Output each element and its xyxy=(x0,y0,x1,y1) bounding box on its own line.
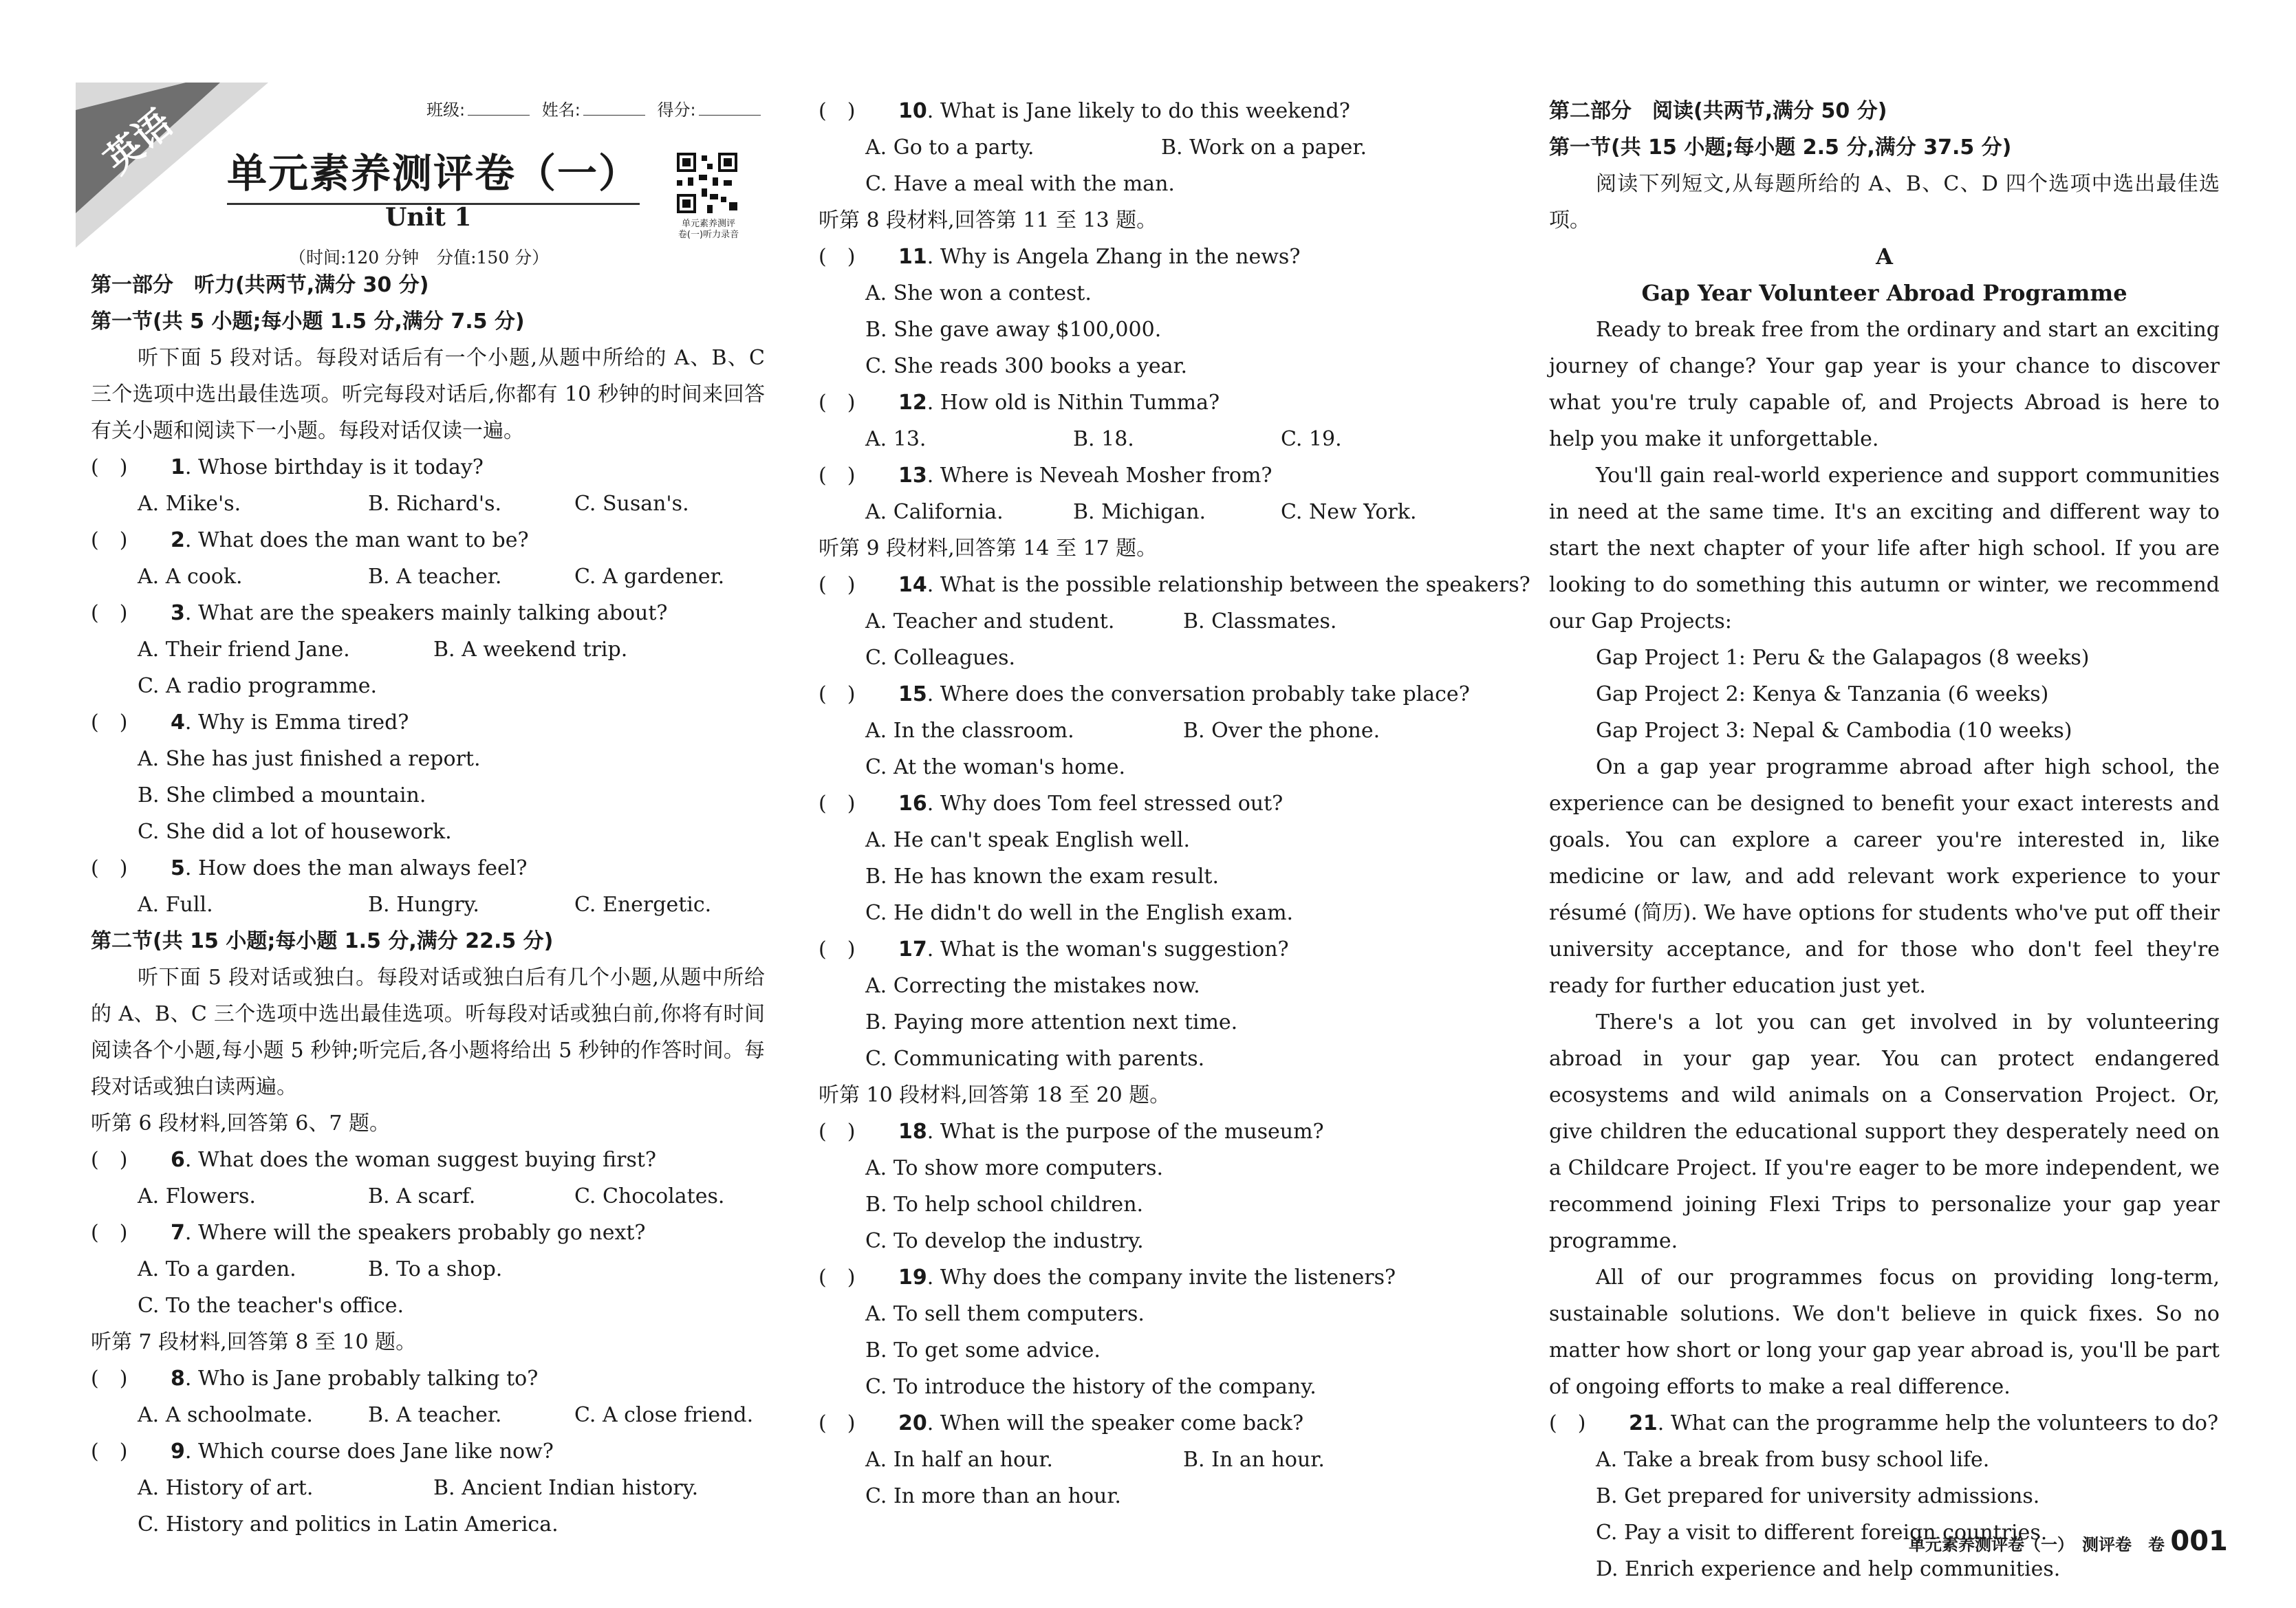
question-14 xyxy=(819,567,1530,603)
question-11 xyxy=(819,239,1479,275)
option-c: C. A radio programme. xyxy=(138,674,378,698)
option-a: A. A cook. xyxy=(138,565,243,589)
passage-title: Gap Year Volunteer Abroad Programme xyxy=(1641,280,2127,306)
question-12 xyxy=(819,384,1479,421)
qr-caption-line-1: 单元素养测评 xyxy=(681,219,735,229)
option-b: B. She climbed a mountain. xyxy=(138,783,426,807)
question-number: 17 xyxy=(898,937,927,961)
unit-label: Unit 1 xyxy=(385,203,472,232)
option-a: A. To sell them computers. xyxy=(865,1302,1145,1326)
option-b: B. 18. xyxy=(1073,427,1134,451)
option-a: A. In half an hour. xyxy=(865,1448,1053,1472)
option-a: A. A schoolmate. xyxy=(138,1403,313,1427)
option-a: A. 13. xyxy=(865,427,927,451)
qr-caption xyxy=(664,219,753,241)
question-4 xyxy=(91,704,765,741)
material-6-label: 听第 6 段材料,回答第 6、7 题。 xyxy=(91,1111,390,1136)
option-b: B. A scarf. xyxy=(368,1184,476,1208)
answer-bracket[interactable]: ( ) xyxy=(819,245,856,269)
time-info: （时间:120 分钟 分值:150 分） xyxy=(289,248,550,268)
question-text: . When will the speaker come back? xyxy=(927,1411,1304,1435)
answer-bracket[interactable]: ( ) xyxy=(819,573,856,597)
question-15 xyxy=(819,676,1479,713)
question-number: 4 xyxy=(171,710,185,735)
option-a: A. Full. xyxy=(138,893,213,917)
page-footer xyxy=(1909,1525,2228,1557)
passage-paragraph-5: All of our programmes focus on providing long-term, sustainable solutions. We don't believe in quick fixes. So no matter how short or long your gap year abroad is, you'll be part of ongoing efforts to make a real difference. xyxy=(1549,1265,2220,1399)
question-6 xyxy=(91,1142,765,1178)
option-b: B. A weekend trip. xyxy=(433,638,628,662)
question-text: . Who is Jane probably talking to? xyxy=(184,1367,539,1391)
section2-heading: 第二节(共 15 小题;每小题 1.5 分,满分 22.5 分) xyxy=(91,929,554,953)
option-c: C. A close friend. xyxy=(574,1403,754,1427)
option-c: C. Chocolates. xyxy=(574,1184,725,1208)
gap-project-3: Gap Project 3: Nepal & Cambodia (10 weeks) xyxy=(1596,719,2072,743)
question-text: . Why is Angela Zhang in the news? xyxy=(927,245,1301,269)
part2-heading: 第二部分 阅读(共两节,满分 50 分) xyxy=(1549,99,1887,123)
option-a: A. To a garden. xyxy=(138,1257,296,1281)
answer-bracket[interactable]: ( ) xyxy=(91,710,128,735)
passage-letter: A xyxy=(1876,243,1893,270)
passage-paragraph-2: You'll gain real-world experience and support communities in need at the same time. It's an exciting and different way to start the next chapter of your life after high school. If you are looking to do something this autumn or winter, we recommend our Gap Projects: xyxy=(1549,464,2220,633)
option-b: B. Over the phone. xyxy=(1183,719,1380,743)
question-text: . What is Jane likely to do this weekend? xyxy=(927,99,1350,123)
question-20 xyxy=(819,1405,1479,1442)
answer-bracket[interactable]: ( ) xyxy=(91,601,128,625)
option-b: B. Ancient Indian history. xyxy=(433,1476,699,1500)
question-19 xyxy=(819,1259,1479,1296)
question-text: . What does the woman suggest buying first? xyxy=(184,1148,657,1172)
question-9 xyxy=(91,1433,765,1470)
option-a: A. He can't speak English well. xyxy=(865,828,1191,852)
option-c: C. Have a meal with the man. xyxy=(865,172,1175,196)
option-b: B. To a shop. xyxy=(368,1257,503,1281)
column-1 xyxy=(91,267,765,1543)
option-a: A. She won a contest. xyxy=(865,281,1092,305)
option-c: C. History and politics in Latin America. xyxy=(138,1512,559,1536)
gap-project-1: Gap Project 1: Peru & the Galapagos (8 weeks) xyxy=(1596,646,2090,670)
option-a: A. Flowers. xyxy=(138,1184,256,1208)
option-a: A. Take a break from busy school life. xyxy=(1596,1448,1990,1472)
question-number: 1 xyxy=(171,455,185,479)
question-number: 3 xyxy=(171,601,185,625)
question-text: . Where does the conversation probably take place? xyxy=(927,682,1470,706)
question-number: 14 xyxy=(898,573,927,597)
class-field[interactable] xyxy=(468,115,530,116)
option-a: A. To show more computers. xyxy=(865,1156,1164,1180)
section1-instructions: 听下面 5 段对话。每段对话后有一个小题,从题中所给的 A、B、C 三个选项中选出最佳选项。听完每段对话后,你都有 10 秒钟的时间来回答有关小题和阅读下一小题。每段对话仅读一遍。 xyxy=(91,346,765,443)
page-number: 001 xyxy=(2170,1525,2228,1557)
question-text: . What is the purpose of the museum? xyxy=(927,1120,1324,1144)
answer-bracket[interactable]: ( ) xyxy=(819,464,856,488)
question-21 xyxy=(1549,1405,2220,1442)
question-number: 13 xyxy=(898,464,927,488)
answer-bracket[interactable]: ( ) xyxy=(91,455,128,479)
option-a: A. Mike's. xyxy=(138,492,241,516)
option-c: C. Energetic. xyxy=(574,893,712,917)
answer-bracket[interactable]: ( ) xyxy=(819,99,856,123)
score-field[interactable] xyxy=(699,115,761,116)
question-number: 11 xyxy=(898,245,927,269)
question-number: 8 xyxy=(171,1367,185,1391)
option-b: B. Get prepared for university admissions. xyxy=(1596,1484,2040,1508)
question-number: 10 xyxy=(898,99,927,123)
option-b: B. A teacher. xyxy=(368,1403,502,1427)
question-8 xyxy=(91,1360,765,1397)
question-2 xyxy=(91,522,765,558)
question-number: 15 xyxy=(898,682,927,706)
passage-paragraph-4: There's a lot you can get involved in by volunteering abroad in your gap year. You can protect endangered ecosystems and wild animals on a Conservation Project. Or, give children the educational support they desperately need on a Childcare Project. If you're eager to be more independent, we recommend joining Flexi Trips to personalize your gap year programme. xyxy=(1549,1010,2220,1253)
answer-bracket[interactable]: ( ) xyxy=(819,937,856,961)
option-b: B. Michigan. xyxy=(1073,500,1206,524)
passage-paragraph-3: On a gap year programme abroad after high school, the experience can be designed to benefit your exact interests and goals. You can explore a career you're interested in, like medicine or law, and add relevant work experience to your résumé (简历). We have options for students who've put off their university acceptance, and for those who don't feel they're ready for further education just yet. xyxy=(1549,755,2220,998)
option-a: A. History of art. xyxy=(138,1476,314,1500)
option-a: A. In the classroom. xyxy=(865,719,1074,743)
option-a: A. Correcting the mistakes now. xyxy=(865,974,1200,998)
question-16 xyxy=(819,785,1479,822)
material-10-label: 听第 10 段材料,回答第 18 至 20 题。 xyxy=(819,1083,1171,1107)
answer-bracket[interactable]: ( ) xyxy=(819,792,856,816)
question-number: 19 xyxy=(898,1265,927,1290)
option-c: C. A gardener. xyxy=(574,565,725,589)
question-5 xyxy=(91,850,765,887)
question-13 xyxy=(819,457,1479,494)
footer-label: 单元素养测评卷（一） 测评卷 卷 xyxy=(1909,1535,2165,1554)
answer-bracket[interactable]: ( ) xyxy=(819,682,856,706)
question-text: . What are the speakers mainly talking about? xyxy=(184,601,668,625)
score-field-label: 得分: xyxy=(657,100,696,120)
passage-paragraph-1: Ready to break free from the ordinary and start an exciting journey of change? Your gap year is your chance to discover what you're truly capable of, and Projects Abroad is here to help you make it unforgettable. xyxy=(1549,318,2220,451)
question-number: 2 xyxy=(171,528,185,552)
option-c: C. New York. xyxy=(1281,500,1417,524)
gap-project-2: Gap Project 2: Kenya & Tanzania (6 weeks) xyxy=(1596,682,2049,706)
question-text: . How does the man always feel? xyxy=(184,856,528,880)
material-7-label: 听第 7 段材料,回答第 8 至 10 题。 xyxy=(91,1330,417,1354)
answer-bracket[interactable]: ( ) xyxy=(91,1148,128,1172)
question-text: . What is the woman's suggestion? xyxy=(927,937,1289,961)
question-17 xyxy=(819,931,1479,968)
question-text: . What does the man want to be? xyxy=(184,528,529,552)
option-c: C. Communicating with parents. xyxy=(865,1047,1205,1071)
answer-bracket[interactable]: ( ) xyxy=(91,1439,128,1464)
name-field-label: 姓名: xyxy=(541,100,581,120)
question-text: . What can the programme help the volunteers to do? xyxy=(1657,1411,2219,1435)
option-b: B. He has known the exam result. xyxy=(865,865,1220,889)
question-number: 5 xyxy=(171,856,185,880)
question-number: 16 xyxy=(898,792,927,816)
question-number: 6 xyxy=(171,1148,185,1172)
option-c: C. She reads 300 books a year. xyxy=(865,354,1188,378)
column-2 xyxy=(819,93,1530,1514)
question-text: . Why is Emma tired? xyxy=(184,710,409,735)
option-c: C. Susan's. xyxy=(574,492,689,516)
answer-bracket[interactable]: ( ) xyxy=(819,1120,856,1144)
option-b: B. Richard's. xyxy=(368,492,502,516)
option-c: C. At the woman's home. xyxy=(865,755,1126,779)
question-1 xyxy=(91,449,765,486)
reading-instructions: 阅读下列短文,从每题所给的 A、B、C、D 四个选项中选出最佳选项。 xyxy=(1549,172,2220,232)
question-text: . How old is Nithin Tumma? xyxy=(927,391,1220,415)
option-a: A. Their friend Jane. xyxy=(138,638,350,662)
section1-heading: 第一节(共 5 小题;每小题 1.5 分,满分 7.5 分) xyxy=(91,309,525,334)
answer-bracket[interactable]: ( ) xyxy=(91,528,128,552)
option-c: C. To introduce the history of the company. xyxy=(865,1375,1317,1399)
option-b: B. Work on a paper. xyxy=(1161,135,1367,160)
question-number: 21 xyxy=(1629,1411,1658,1435)
option-c: C. She did a lot of housework. xyxy=(138,820,452,844)
question-text: . Why does Tom feel stressed out? xyxy=(927,792,1284,816)
option-c: C. To the teacher's office. xyxy=(138,1294,404,1318)
qr-caption-line-2: 卷(一)听力录音 xyxy=(678,230,739,240)
question-number: 7 xyxy=(171,1221,185,1245)
name-field[interactable] xyxy=(583,115,645,116)
qr-code-icon[interactable] xyxy=(674,150,740,216)
question-text: . Why does the company invite the listeners? xyxy=(927,1265,1396,1290)
option-b: B. She gave away $100,000. xyxy=(865,318,1162,342)
question-18 xyxy=(819,1113,1479,1150)
option-c: C. Pay a visit to different foreign countries. xyxy=(1596,1521,2048,1545)
question-number: 18 xyxy=(898,1120,927,1144)
option-b: B. In an hour. xyxy=(1183,1448,1325,1472)
question-text: . Whose birthday is it today? xyxy=(184,455,484,479)
option-d: D. Enrich experience and help communities. xyxy=(1596,1557,2061,1581)
answer-bracket[interactable]: ( ) xyxy=(819,391,856,415)
question-7 xyxy=(91,1215,765,1251)
material-9-label: 听第 9 段材料,回答第 14 至 17 题。 xyxy=(819,536,1158,561)
question-text: . Which course does Jane like now? xyxy=(184,1439,554,1464)
option-b: B. To get some advice. xyxy=(865,1338,1101,1362)
question-number: 9 xyxy=(171,1439,185,1464)
answer-bracket[interactable]: ( ) xyxy=(1549,1411,1586,1435)
part1-heading: 第一部分 听力(共两节,满分 30 分) xyxy=(91,273,429,297)
option-b: B. To help school children. xyxy=(865,1193,1144,1217)
reading-section1-heading: 第一节(共 15 小题;每小题 2.5 分,满分 37.5 分) xyxy=(1549,135,2012,160)
option-c: C. He didn't do well in the English exam. xyxy=(865,901,1294,925)
question-number: 20 xyxy=(898,1411,927,1435)
option-b: B. Classmates. xyxy=(1183,609,1337,633)
page-title: 单元素养测评卷（一） xyxy=(227,141,640,205)
question-text: . What is the possible relationship between the speakers? xyxy=(927,573,1530,597)
question-text: . Where will the speakers probably go next? xyxy=(184,1221,646,1245)
option-a: A. Go to a party. xyxy=(865,135,1035,160)
option-c: C. Colleagues. xyxy=(865,646,1016,670)
option-b: B. A teacher. xyxy=(368,565,502,589)
answer-bracket[interactable]: ( ) xyxy=(91,1367,128,1391)
section2-instructions: 听下面 5 段对话或独白。每段对话或独白后有几个小题,从题中所给的 A、B、C 三个选项中选出最佳选项。听每段对话或独白前,你将有时间阅读各个小题,每小题 5 秒钟;听完后,各小题将给出 5 秒钟的作答时间。每段对话或独白读两遍。 xyxy=(91,966,765,1099)
answer-bracket[interactable]: ( ) xyxy=(819,1411,856,1435)
student-info-fields xyxy=(426,96,768,120)
subject-badge-text: 英语 xyxy=(96,101,182,182)
option-c: C. In more than an hour. xyxy=(865,1484,1121,1508)
question-number: 12 xyxy=(898,391,927,415)
answer-bracket[interactable]: ( ) xyxy=(91,856,128,880)
material-8-label: 听第 8 段材料,回答第 11 至 13 题。 xyxy=(819,208,1158,232)
answer-bracket[interactable]: ( ) xyxy=(819,1265,856,1290)
class-field-label: 班级: xyxy=(426,100,466,120)
option-b: B. Paying more attention next time. xyxy=(865,1010,1238,1034)
option-a: A. Teacher and student. xyxy=(865,609,1115,633)
question-10 xyxy=(819,93,1479,129)
option-b: B. Hungry. xyxy=(368,893,479,917)
option-a: A. California. xyxy=(865,500,1004,524)
question-text: . Where is Neveah Mosher from? xyxy=(927,464,1272,488)
option-c: C. To develop the industry. xyxy=(865,1229,1144,1253)
column-3 xyxy=(1549,93,2220,1587)
option-c: C. 19. xyxy=(1281,427,1342,451)
answer-bracket[interactable]: ( ) xyxy=(91,1221,128,1245)
option-a: A. She has just finished a report. xyxy=(138,747,481,771)
question-3 xyxy=(91,595,765,631)
